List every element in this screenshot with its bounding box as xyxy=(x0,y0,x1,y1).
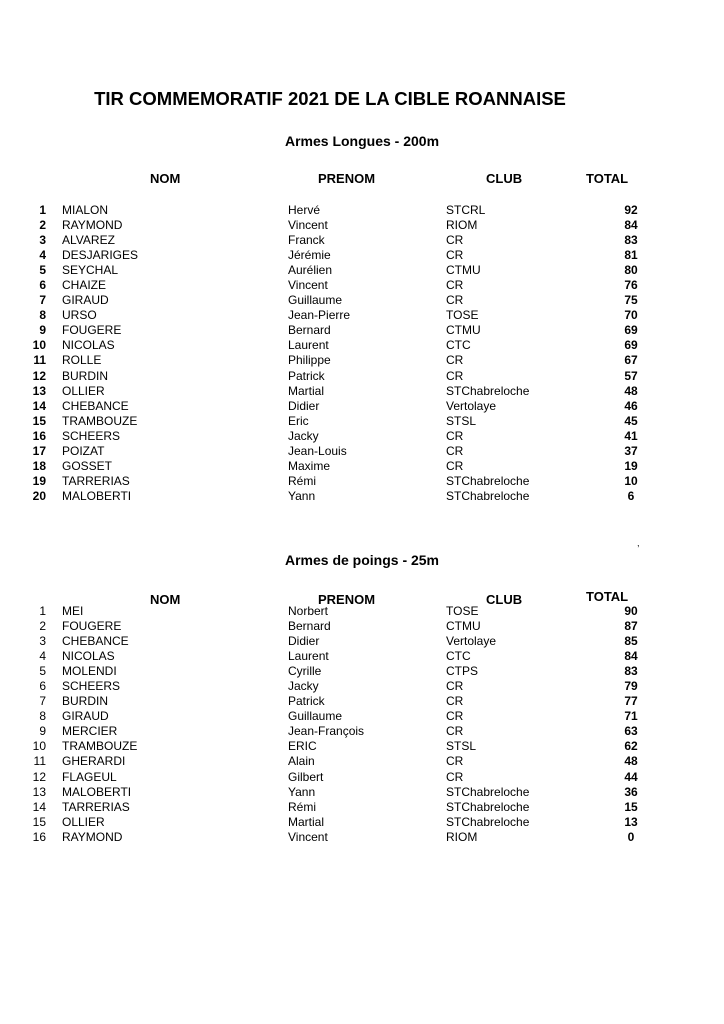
cell-club: CTPS xyxy=(446,664,479,679)
cell-total: 84 xyxy=(624,218,638,233)
cell-nom: MERCIER xyxy=(62,724,118,739)
cell-club: CR xyxy=(446,278,464,293)
cell-rank: 13 xyxy=(32,784,46,799)
cell-nom: BURDIN xyxy=(62,368,109,383)
cell-nom: RAYMOND xyxy=(62,829,123,844)
table-row xyxy=(32,619,658,634)
cell-prenom: Norbert xyxy=(288,604,329,619)
cell-prenom: Martial xyxy=(288,814,325,829)
cell-prenom: Patrick xyxy=(288,694,325,709)
cell-prenom: Guillaume xyxy=(288,293,343,308)
cell-rank: 12 xyxy=(32,368,46,383)
cell-prenom: Hervé xyxy=(288,203,321,218)
table-row xyxy=(32,369,658,384)
cell-prenom: Bernard xyxy=(288,323,331,338)
cell-total: 10 xyxy=(624,473,638,488)
cell-total: 62 xyxy=(624,739,638,754)
cell-prenom: Patrick xyxy=(288,368,325,383)
cell-club: CR xyxy=(446,353,464,368)
cell-prenom: Alain xyxy=(288,754,315,769)
cell-nom: FOUGERE xyxy=(62,323,122,338)
cell-rank: 6 xyxy=(39,679,46,694)
cell-nom: TRAMBOUZE xyxy=(62,739,138,754)
table-row xyxy=(32,203,658,218)
table-row xyxy=(32,604,658,619)
header-total: TOTAL xyxy=(586,589,629,604)
header-prenom: PRENOM xyxy=(318,171,376,186)
table-row xyxy=(32,664,658,679)
cell-club: CR xyxy=(446,248,464,263)
cell-total: 48 xyxy=(624,383,638,398)
table-row xyxy=(32,800,658,815)
cell-club: STSL xyxy=(446,739,477,754)
cell-prenom: Vincent xyxy=(288,278,328,293)
table-row xyxy=(32,278,658,293)
cell-prenom: Yann xyxy=(288,488,316,503)
cell-rank: 5 xyxy=(39,664,46,679)
table-row xyxy=(32,444,658,459)
cell-club: STChabreloche xyxy=(446,383,530,398)
cell-total: 44 xyxy=(624,769,638,784)
cell-nom: MEI xyxy=(62,604,84,619)
cell-club: STSL xyxy=(446,413,477,428)
table-row xyxy=(32,414,658,429)
cell-rank: 11 xyxy=(33,754,46,769)
cell-rank: 15 xyxy=(32,413,46,428)
cell-rank: 19 xyxy=(32,473,46,488)
table-row xyxy=(32,634,658,649)
cell-rank: 14 xyxy=(32,398,46,413)
table-row xyxy=(32,489,658,504)
cell-club: CR xyxy=(446,443,464,458)
cell-club: CR xyxy=(446,458,464,473)
table-row xyxy=(32,785,658,800)
cell-club: RIOM xyxy=(446,829,478,844)
cell-club: STChabreloche xyxy=(446,473,530,488)
cell-rank: 1 xyxy=(39,604,46,619)
cell-club: CR xyxy=(446,709,464,724)
cell-total: 85 xyxy=(624,634,638,649)
cell-prenom: Philippe xyxy=(288,353,331,368)
cell-club: Vertolaye xyxy=(446,634,497,649)
cell-rank: 16 xyxy=(32,428,46,443)
cell-club: CTMU xyxy=(446,323,481,338)
cell-rank: 14 xyxy=(32,799,46,814)
table-row xyxy=(32,649,658,664)
table-row xyxy=(32,459,658,474)
cell-prenom: Franck xyxy=(288,233,325,248)
cell-rank: 11 xyxy=(33,353,46,368)
cell-club: CTMU xyxy=(446,619,481,634)
results-table-handguns xyxy=(32,604,658,845)
cell-prenom: Jean-François xyxy=(288,724,365,739)
header-club: CLUB xyxy=(486,592,523,607)
cell-nom: MALOBERTI xyxy=(62,784,132,799)
cell-total: 45 xyxy=(624,413,638,428)
header-club: CLUB xyxy=(486,171,523,186)
table-row xyxy=(32,308,658,323)
cell-prenom: Vincent xyxy=(288,829,328,844)
cell-total: 6 xyxy=(627,488,635,503)
table-row xyxy=(32,384,658,399)
table-row xyxy=(32,263,658,278)
cell-total: 0 xyxy=(627,829,635,844)
cell-total: 41 xyxy=(624,428,638,443)
cell-rank: 4 xyxy=(39,649,46,664)
cell-club: CR xyxy=(446,293,464,308)
cell-club: Vertolaye xyxy=(446,398,497,413)
cell-nom: CHEBANCE xyxy=(62,398,129,413)
cell-prenom: Gilbert xyxy=(288,769,324,784)
cell-rank: 4 xyxy=(39,248,46,263)
cell-total: 36 xyxy=(624,784,638,799)
cell-prenom: Guillaume xyxy=(288,709,343,724)
cell-club: STChabreloche xyxy=(446,799,530,814)
header-nom: NOM xyxy=(150,171,181,186)
cell-rank: 3 xyxy=(39,233,46,248)
cell-nom: POIZAT xyxy=(62,443,105,458)
cell-nom: ROLLE xyxy=(62,353,102,368)
cell-nom: SCHEERS xyxy=(62,428,121,443)
cell-rank: 9 xyxy=(39,724,46,739)
cell-rank: 2 xyxy=(39,218,46,233)
table-row xyxy=(32,724,658,739)
table-row xyxy=(32,830,658,845)
cell-rank: 7 xyxy=(39,694,46,709)
cell-nom: GIRAUD xyxy=(62,709,109,724)
table-row xyxy=(32,323,658,338)
cell-rank: 10 xyxy=(32,338,46,353)
cell-total: 13 xyxy=(624,814,638,829)
cell-nom: DESJARIGES xyxy=(62,248,139,263)
cell-rank: 8 xyxy=(39,308,46,323)
cell-club: CR xyxy=(446,724,464,739)
section-title-long-arms: Armes Longues - 200m xyxy=(284,133,440,149)
cell-prenom: Bernard xyxy=(288,619,331,634)
cell-nom: NICOLAS xyxy=(62,649,115,664)
table-row xyxy=(32,233,658,248)
cell-prenom: Laurent xyxy=(288,338,329,353)
cell-rank: 9 xyxy=(39,323,46,338)
cell-club: CTMU xyxy=(446,263,481,278)
table-row xyxy=(32,218,658,233)
table-row xyxy=(32,754,658,769)
table-row xyxy=(32,694,658,709)
cell-club: STChabreloche xyxy=(446,784,530,799)
cell-club: STCRL xyxy=(446,203,486,218)
cell-total: 67 xyxy=(624,353,638,368)
header-prenom: PRENOM xyxy=(318,592,376,607)
stray-mark: , xyxy=(637,538,640,548)
cell-total: 75 xyxy=(624,293,638,308)
cell-nom: FOUGERE xyxy=(62,619,122,634)
cell-club: RIOM xyxy=(446,218,478,233)
cell-nom: TARRERIAS xyxy=(62,473,130,488)
cell-club: TOSE xyxy=(446,604,479,619)
cell-total: 69 xyxy=(624,338,638,353)
cell-nom: ALVAREZ xyxy=(62,233,115,248)
cell-nom: RAYMOND xyxy=(62,218,123,233)
cell-prenom: Jacky xyxy=(288,428,319,443)
table-row xyxy=(32,399,658,414)
cell-prenom: Maxime xyxy=(288,458,331,473)
cell-prenom: Didier xyxy=(288,398,320,413)
cell-rank: 20 xyxy=(32,488,46,503)
cell-nom: SEYCHAL xyxy=(62,263,119,278)
cell-total: 83 xyxy=(624,233,638,248)
results-table-long-arms xyxy=(32,203,658,504)
header-total: TOTAL xyxy=(586,171,629,186)
cell-nom: MIALON xyxy=(62,203,109,218)
cell-total: 46 xyxy=(624,398,638,413)
cell-rank: 13 xyxy=(32,383,46,398)
cell-rank: 5 xyxy=(39,263,46,278)
cell-rank: 17 xyxy=(32,443,46,458)
cell-club: CR xyxy=(446,233,464,248)
cell-total: 81 xyxy=(624,248,638,263)
cell-prenom: Rémi xyxy=(288,473,317,488)
cell-prenom: Martial xyxy=(288,383,325,398)
cell-prenom: Jean-Louis xyxy=(288,443,347,458)
cell-total: 37 xyxy=(624,443,638,458)
cell-rank: 12 xyxy=(32,769,46,784)
cell-club: CTC xyxy=(446,649,471,664)
cell-total: 57 xyxy=(624,368,638,383)
cell-prenom: Rémi xyxy=(288,799,317,814)
cell-nom: BURDIN xyxy=(62,694,109,709)
cell-rank: 1 xyxy=(39,203,46,218)
table-row xyxy=(32,429,658,444)
cell-nom: SCHEERS xyxy=(62,679,121,694)
cell-club: STChabreloche xyxy=(446,814,530,829)
cell-nom: OLLIER xyxy=(62,383,105,398)
table-row xyxy=(32,293,658,308)
cell-nom: TRAMBOUZE xyxy=(62,413,138,428)
document-title: TIR COMMEMORATIF 2021 DE LA CIBLE ROANNAISE xyxy=(94,88,566,109)
cell-total: 84 xyxy=(624,649,638,664)
cell-total: 76 xyxy=(624,278,638,293)
table-row xyxy=(32,679,658,694)
table-row xyxy=(32,353,658,368)
cell-total: 69 xyxy=(624,323,638,338)
cell-club: CR xyxy=(446,769,464,784)
cell-prenom: Cyrille xyxy=(288,664,322,679)
header-nom: NOM xyxy=(150,592,181,607)
cell-nom: TARRERIAS xyxy=(62,799,130,814)
cell-club: CR xyxy=(446,679,464,694)
cell-rank: 3 xyxy=(39,634,46,649)
cell-total: 87 xyxy=(624,619,638,634)
cell-club: STChabreloche xyxy=(446,488,530,503)
cell-club: CR xyxy=(446,754,464,769)
cell-prenom: ERIC xyxy=(288,739,317,754)
cell-prenom: Eric xyxy=(288,413,309,428)
cell-prenom: Jérémie xyxy=(288,248,331,263)
cell-rank: 18 xyxy=(32,458,46,473)
cell-nom: FLAGEUL xyxy=(62,769,117,784)
cell-club: CTC xyxy=(446,338,471,353)
table-row xyxy=(32,770,658,785)
cell-prenom: Didier xyxy=(288,634,320,649)
cell-club: TOSE xyxy=(446,308,479,323)
cell-rank: 7 xyxy=(39,293,46,308)
table-row xyxy=(32,248,658,263)
cell-total: 48 xyxy=(624,754,638,769)
table-row xyxy=(32,709,658,724)
cell-total: 63 xyxy=(624,724,638,739)
cell-nom: CHAIZE xyxy=(62,278,107,293)
cell-prenom: Yann xyxy=(288,784,316,799)
cell-total: 80 xyxy=(624,263,638,278)
cell-rank: 8 xyxy=(39,709,46,724)
table-row xyxy=(32,338,658,353)
cell-nom: OLLIER xyxy=(62,814,105,829)
cell-nom: CHEBANCE xyxy=(62,634,129,649)
cell-nom: MALOBERTI xyxy=(62,488,132,503)
cell-total: 90 xyxy=(624,604,638,619)
cell-prenom: Jean-Pierre xyxy=(288,308,351,323)
cell-nom: GHERARDI xyxy=(62,754,126,769)
cell-prenom: Jacky xyxy=(288,679,319,694)
cell-nom: URSO xyxy=(62,308,97,323)
cell-nom: MOLENDI xyxy=(62,664,117,679)
cell-club: CR xyxy=(446,368,464,383)
cell-prenom: Vincent xyxy=(288,218,328,233)
section-title-handguns: Armes de poings - 25m xyxy=(284,552,440,568)
cell-club: CR xyxy=(446,694,464,709)
table-row xyxy=(32,474,658,489)
cell-rank: 15 xyxy=(32,814,46,829)
table-row xyxy=(32,739,658,754)
cell-total: 71 xyxy=(624,709,638,724)
cell-rank: 16 xyxy=(32,829,46,844)
cell-total: 79 xyxy=(624,679,638,694)
cell-nom: GIRAUD xyxy=(62,293,109,308)
cell-total: 77 xyxy=(624,694,638,709)
cell-total: 70 xyxy=(624,308,638,323)
cell-prenom: Aurélien xyxy=(288,263,333,278)
cell-total: 19 xyxy=(624,458,638,473)
cell-prenom: Laurent xyxy=(288,649,329,664)
cell-club: CR xyxy=(446,428,464,443)
table-row xyxy=(32,815,658,830)
cell-nom: GOSSET xyxy=(62,458,113,473)
cell-total: 15 xyxy=(624,799,638,814)
cell-rank: 2 xyxy=(39,619,46,634)
cell-total: 83 xyxy=(624,664,638,679)
cell-nom: NICOLAS xyxy=(62,338,115,353)
cell-total: 92 xyxy=(624,203,638,218)
cell-rank: 6 xyxy=(39,278,46,293)
cell-rank: 10 xyxy=(32,739,46,754)
